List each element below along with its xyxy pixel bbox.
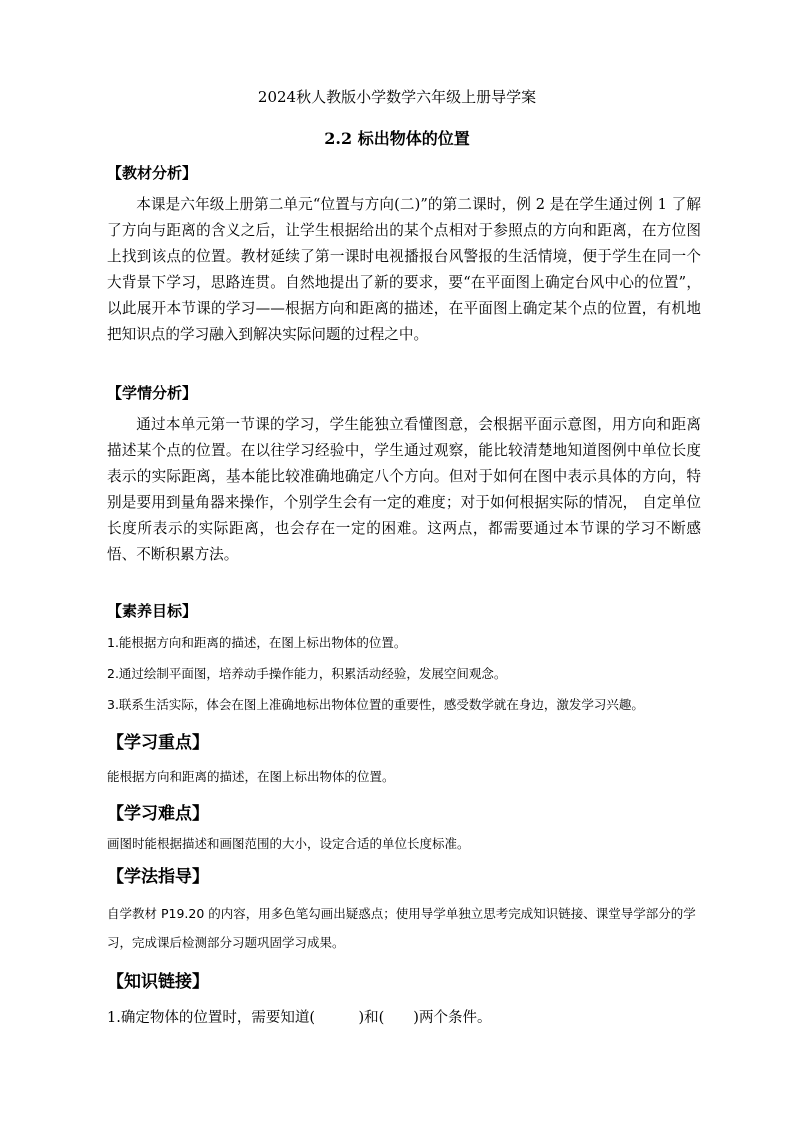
goal-item: 2.通过绘制平面图，培养动手操作能力，积累活动经验，发展空间观念。 xyxy=(107,666,507,681)
textbook-analysis-text: 本课是六年级上册第二单元“位置与方向(二)”的第二课时，例 2 是在学生通过例 1 了解了方向与距离的含义之后，让学生根据给出的某个点相对于参照点的方向和距离，在方位图上找到该点的位置。教材延续了第一课时电视播报台风警报的生活情境，便于学生在同一个大背景下学习，思路连贯。自然地提出了新的要求，要“在平面图上确定台风中心的位置”，以此展开本节课的学习——根据方向和距离的描述，在平面图上确定某个点的位置，有机地把知识点的学习融入到解决实际问题的过程之中。 xyxy=(107,196,701,344)
goal-item: 3.联系生活实际，体会在图上准确地标出物体位置的重要性，感受数学就在身边，激发学习兴趣。 xyxy=(107,697,644,712)
heading-learner-analysis: 【学情分析】 xyxy=(107,384,198,402)
study-method-text: 自学教材 P19.20 的内容，用多色笔勾画出疑惑点；使用导学单独立思考完成知识链接、课堂导学部分的学习，完成课后检测部分习题巩固学习成果。 xyxy=(107,906,696,950)
heading-knowledge-link: 【知识链接】 xyxy=(107,972,209,992)
goal-item: 1.能根据方向和距离的描述，在图上标出物体的位置。 xyxy=(107,635,407,650)
heading-literacy-goals: 【素养目标】 xyxy=(107,602,198,620)
heading-key-points: 【学习重点】 xyxy=(107,733,209,753)
lesson-title: 2.2 标出物体的位置 xyxy=(324,129,470,148)
learner-analysis-text: 通过本单元第一节课的学习，学生能独立看懂图意，会根据平面示意图，用方向和距离 描述某个点的位置。在以往学习经验中，学生通过观察，能比较清楚地知道图例中单位长度表示的实际距离，基本能比较准确地确定八个方向。但对于如何在图中表示具体的方向，特别是要用到量角器来操作，个别学生会有一定的难度；对于如何根据实际的情况， 自定单位长度所表示的实际距离，也会存在一定的困难。这两点，都需要通过本节课的学习不断感悟、不断积累方法。 xyxy=(107,416,701,564)
key-points-text: 能根据方向和距离的描述，在图上标出物体的位置。 xyxy=(107,769,395,784)
heading-difficulties: 【学习难点】 xyxy=(107,804,209,824)
difficulties-text: 画图时能根据描述和画图范围的大小，设定合适的单位长度标准。 xyxy=(107,836,470,851)
knowledge-question-1: 1.确定物体的位置时，需要知道( )和( )两个条件。 xyxy=(107,1010,492,1026)
heading-study-method: 【学法指导】 xyxy=(107,867,209,887)
document-title: 2024秋人教版小学数学六年级上册导学案 xyxy=(257,88,537,106)
heading-textbook-analysis: 【教材分析】 xyxy=(107,164,198,182)
